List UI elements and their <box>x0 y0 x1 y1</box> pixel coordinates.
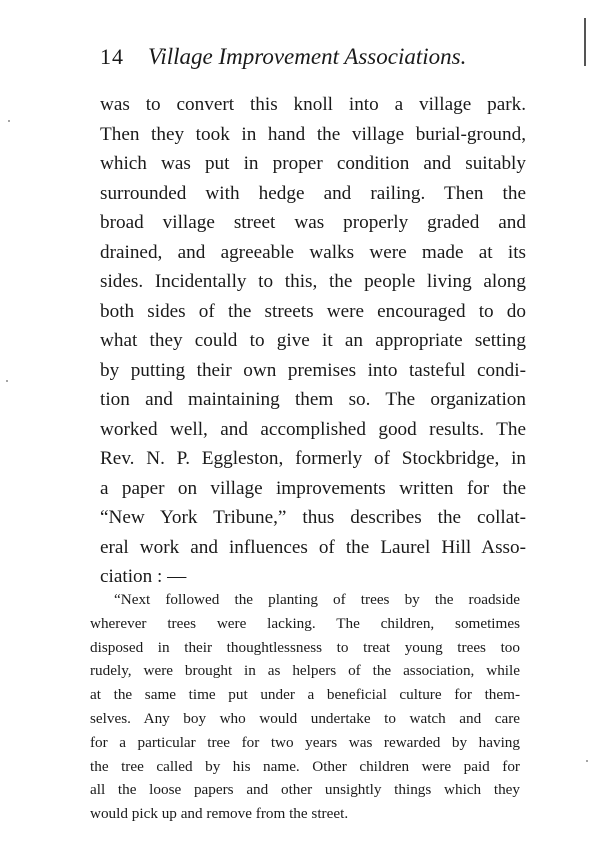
text-line: tion and maintaining them so. The organization <box>100 389 526 410</box>
margin-speck <box>6 380 8 382</box>
text-line: was to convert this knoll into a village park. <box>100 94 526 115</box>
running-title: Village Improvement Associations. <box>148 44 467 69</box>
quote-line: rudely, were brought in as helpers of the association, while <box>90 662 520 680</box>
block-quote <box>90 588 520 826</box>
text-line: which was put in proper condition and suitably <box>100 153 526 174</box>
quote-line: the tree called by his name. Other children were paid for <box>90 757 520 775</box>
text-line: a paper on village improvements written for the <box>100 477 526 499</box>
text-line: surrounded with hedge and railing. Then the <box>100 182 526 204</box>
margin-speck <box>8 120 10 122</box>
text-line: Then they took in hand the village burial-ground, <box>100 123 526 145</box>
text-line: ciation : — <box>100 566 187 587</box>
quote-line: selves. Any boy who would undertake to watch and care <box>90 709 520 727</box>
text-line: sides. Incidentally to this, the people living along <box>100 271 526 292</box>
text-line: worked well, and accomplished good results. The <box>100 418 526 440</box>
quote-line: disposed in their thoughtlessness to treat young trees too <box>90 638 520 656</box>
quote-line: “Next followed the planting of trees by the roadside <box>114 591 520 608</box>
margin-speck <box>586 760 588 762</box>
text-line: eral work and influences of the Laurel Hill Asso- <box>100 536 526 558</box>
quote-line: for a particular tree for two years was rewarded by having <box>90 733 520 751</box>
text-line: drained, and agreeable walks were made at its <box>100 241 526 263</box>
text-line: both sides of the streets were encouraged to do <box>100 300 526 322</box>
text-line: by putting their own premises into tasteful condi- <box>100 359 526 381</box>
quote-line: all the loose papers and other unsightly things which they <box>90 781 520 799</box>
quote-line: would pick up and remove from the street. <box>90 805 349 823</box>
page-number: 14 <box>100 44 124 69</box>
text-line: “New York Tribune,” thus describes the collat- <box>100 507 526 528</box>
text-line: broad village street was properly graded and <box>100 212 526 233</box>
body-paragraph <box>100 90 526 592</box>
running-header <box>100 44 520 80</box>
quote-line: wherever trees were lacking. The children, sometimes <box>90 614 520 632</box>
text-line: what they could to give it an appropriate setting <box>100 330 526 351</box>
quote-line: at the same time put under a beneficial culture for them- <box>90 686 520 704</box>
page-edge-mark <box>584 18 586 66</box>
text-line: Rev. N. P. Eggleston, formerly of Stockbridge, in <box>100 448 526 469</box>
